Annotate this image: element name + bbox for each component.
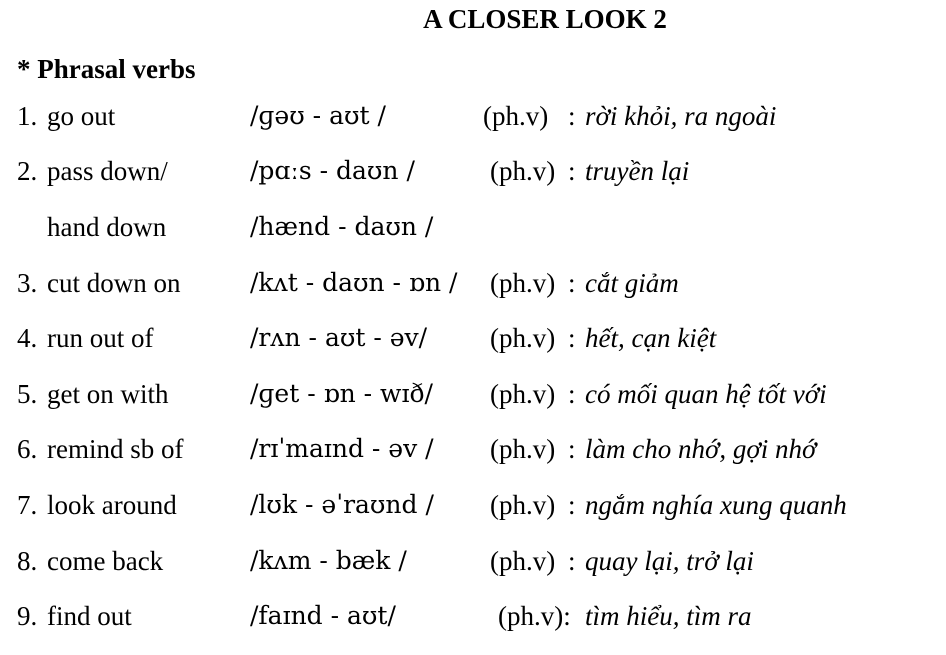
separator: : — [568, 156, 576, 186]
phrasal-verb: hand down — [47, 212, 167, 242]
pronunciation: /lʊk - əˈraʊnd / — [250, 490, 434, 519]
phrasal-verb: go out — [47, 101, 116, 131]
vocab-row — [0, 321, 946, 355]
meaning: quay lại, trở lại — [585, 546, 754, 576]
pronunciation: /rʌn - aʊt - əv/ — [250, 323, 428, 352]
pronunciation: /kʌt - daʊn - ɒn / — [250, 268, 458, 297]
pronunciation: /kʌm - bæk / — [250, 546, 407, 575]
row-number: 1. — [17, 101, 38, 131]
part-of-speech: (ph.v) — [490, 490, 556, 520]
phrasal-verb: come back — [47, 546, 164, 576]
separator: : — [568, 434, 576, 464]
row-number: 2. — [17, 156, 38, 186]
vocab-row — [0, 377, 946, 411]
vocab-row — [0, 99, 946, 133]
phrasal-verb: cut down on — [47, 268, 181, 298]
part-of-speech: (ph.v) — [490, 268, 556, 298]
meaning: truyền lại — [585, 156, 690, 186]
row-number: 6. — [17, 434, 38, 464]
row-number: 5. — [17, 379, 38, 409]
pronunciation: /faɪnd - aʊt/ — [250, 601, 396, 630]
row-number: 3. — [17, 268, 38, 298]
meaning: cắt giảm — [585, 268, 679, 298]
row-number: 4. — [17, 323, 38, 353]
row-number: 9. — [17, 601, 38, 631]
part-of-speech: (ph.v) — [483, 101, 549, 131]
phrasal-verb: get on with — [47, 379, 169, 409]
phrasal-verb: find out — [47, 601, 132, 631]
separator: : — [568, 323, 576, 353]
pronunciation: /ɡəʊ - aʊt / — [250, 101, 386, 130]
part-of-speech: (ph.v) — [490, 156, 556, 186]
pronunciation: /rɪˈmaɪnd - əv / — [250, 434, 434, 463]
meaning: rời khỏi, ra ngoài — [585, 101, 777, 131]
phrasal-verb: run out of — [47, 323, 154, 353]
meaning: có mối quan hệ tốt với — [585, 379, 827, 409]
vocab-row — [0, 210, 946, 244]
part-of-speech: (ph.v) — [490, 379, 556, 409]
vocab-row — [0, 599, 946, 633]
separator: : — [568, 268, 576, 298]
separator: : — [568, 546, 576, 576]
vocab-row — [0, 488, 946, 522]
separator: : — [568, 490, 576, 520]
meaning: hết, cạn kiệt — [585, 323, 717, 353]
part-of-speech: (ph.v): — [498, 601, 571, 631]
document-title: A CLOSER LOOK 2 — [423, 4, 667, 34]
section-heading: * Phrasal verbs — [17, 54, 196, 84]
part-of-speech: (ph.v) — [490, 323, 556, 353]
phrasal-verb: look around — [47, 490, 177, 520]
meaning: làm cho nhớ, gợi nhớ — [585, 434, 817, 464]
row-number: 7. — [17, 490, 38, 520]
separator: : — [568, 379, 576, 409]
separator: : — [568, 101, 576, 131]
meaning: ngắm nghía xung quanh — [585, 490, 847, 520]
vocab-row — [0, 266, 946, 300]
pronunciation: /pɑːs - daʊn / — [250, 156, 415, 185]
part-of-speech: (ph.v) — [490, 434, 556, 464]
vocab-row — [0, 432, 946, 466]
pronunciation: /hænd - daʊn / — [250, 212, 434, 241]
vocab-row — [0, 544, 946, 578]
part-of-speech: (ph.v) — [490, 546, 556, 576]
meaning: tìm hiểu, tìm ra — [585, 601, 752, 631]
pronunciation: /ɡet - ɒn - wɪð/ — [250, 379, 433, 408]
vocab-row — [0, 154, 946, 188]
row-number: 8. — [17, 546, 38, 576]
phrasal-verb: pass down/ — [47, 156, 168, 186]
phrasal-verb: remind sb of — [47, 434, 184, 464]
